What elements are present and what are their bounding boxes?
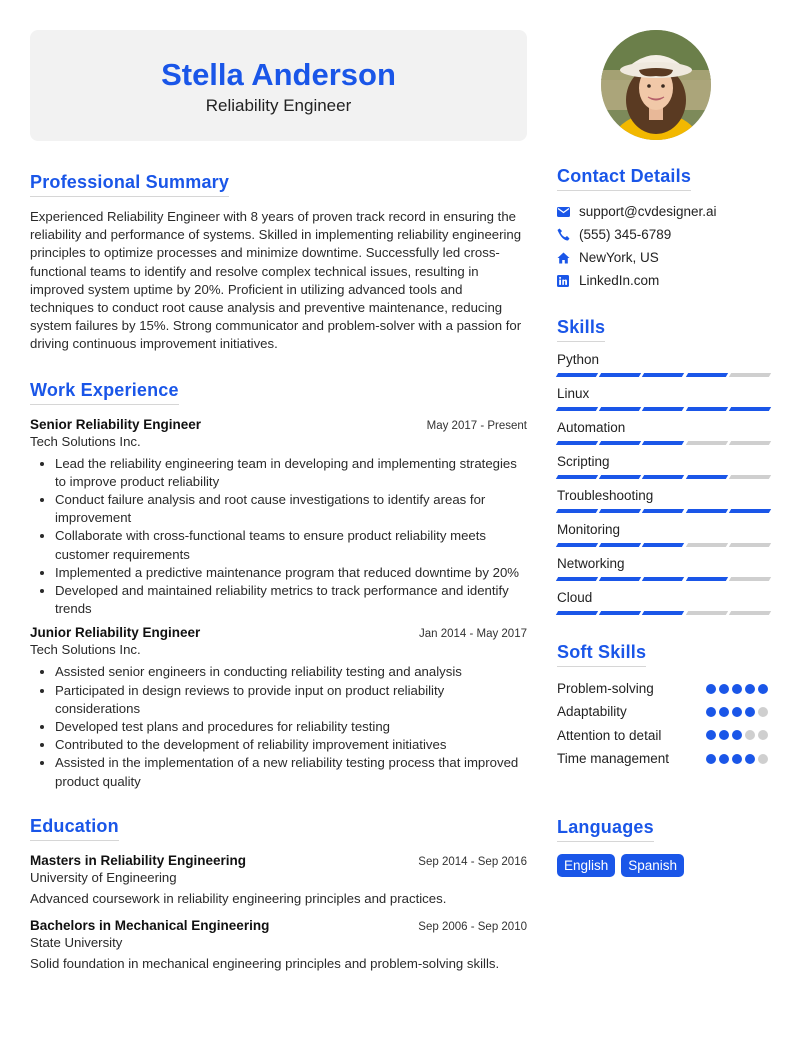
languages-section [557, 817, 770, 877]
skill-name: Cloud [557, 590, 593, 605]
rating-dot [745, 707, 755, 717]
degree-title: Bachelors in Mechanical Engineering [30, 917, 270, 933]
skill-level-segment [685, 373, 728, 377]
skill-level-bar [557, 441, 770, 445]
skill-level-segment [685, 611, 728, 615]
skill-level-segment [599, 373, 642, 377]
rating-dot [732, 684, 742, 694]
education-entry [30, 918, 527, 971]
phone-text: (555) 345-6789 [579, 227, 672, 242]
rating-dot [706, 684, 716, 694]
skill-level-segment [642, 543, 685, 547]
skill-level-segment [729, 509, 772, 513]
rating-dot [758, 730, 768, 740]
list-item: • Assisted in the implementation of a new reliability testing process that improved product quality [55, 754, 527, 790]
soft-skill-item [557, 724, 770, 747]
skill-level-segment [642, 373, 685, 377]
list-item: • Developed and maintained reliability metrics to track performance and identify trends [55, 582, 527, 618]
right-column [557, 166, 770, 877]
education-heading: Education [30, 816, 119, 841]
skill-level-bar [557, 611, 770, 615]
skill-level-segment [729, 611, 772, 615]
skill-level-segment [685, 407, 728, 411]
skill-level-segment [556, 441, 599, 445]
rating-dot [732, 730, 742, 740]
skill-level-segment [685, 509, 728, 513]
skill-level-segment [556, 373, 599, 377]
skill-level-segment [685, 577, 728, 581]
skill-level-segment [642, 577, 685, 581]
skill-item [557, 556, 770, 581]
job-entry [30, 417, 527, 619]
envelope-icon [557, 207, 579, 217]
skill-name: Automation [557, 420, 626, 435]
contact-location [557, 246, 770, 269]
job-dates: Jan 2014 - May 2017 [418, 628, 527, 641]
job-title: Senior Reliability Engineer [30, 416, 202, 432]
skill-level-segment [556, 577, 599, 581]
skill-name: Linux [557, 386, 590, 401]
list-item: • Collaborate with cross-functional teams to ensure product reliability meets customer requirements [55, 527, 527, 563]
rating-dot [719, 730, 729, 740]
rating-dot [719, 684, 729, 694]
rating-dot [706, 730, 716, 740]
candidate-title: Reliability Engineer [205, 96, 352, 115]
soft-skill-item [557, 700, 770, 723]
skill-level-segment [599, 475, 642, 479]
skill-level-bar [557, 543, 770, 547]
rating-dot [706, 754, 716, 764]
rating-dot [732, 754, 742, 764]
skill-level-segment [556, 509, 599, 513]
skill-level-segment [729, 577, 772, 581]
list-item: • Assisted senior engineers in conducting reliability testing and analysis [55, 663, 527, 681]
skill-level-segment [685, 441, 728, 445]
contact-email[interactable] [557, 200, 770, 223]
job-title: Junior Reliability Engineer [30, 625, 201, 641]
rating-dot [758, 707, 768, 717]
contact-section [557, 166, 770, 292]
soft-skill-item [557, 677, 770, 700]
soft-skill-rating [706, 684, 768, 694]
rating-dot [719, 754, 729, 764]
skill-level-segment [556, 475, 599, 479]
rating-dot [719, 707, 729, 717]
list-item: • Implemented a predictive maintenance program that reduced downtime by 20% [55, 564, 527, 582]
soft-skill-rating [706, 707, 768, 717]
skill-level-segment [729, 407, 772, 411]
summary-text: Experienced Reliability Engineer with 8 years of proven track record in ensuring the reliability and performance of systems. Skilled in implementing reliability engineering principles to optimize processes and minimize downtime. Successfully led cross-functional teams to identify and resolve complex technical issues, resulting in improved system uptime by 20%. Proficient in utilizing advanced tools and techniques to conduct root cause analysis and preventive maintenance, reducing system failures by 15%. Strong communicator and problem-solver with a passion for driving continuous improvement initiatives. [30, 209, 522, 352]
experience-section [30, 380, 527, 791]
skills-section [557, 317, 770, 615]
summary-section [30, 172, 527, 354]
candidate-name: Stella Anderson [161, 57, 396, 92]
skill-item [557, 454, 770, 479]
job-company: Tech Solutions Inc. [30, 642, 141, 658]
email-text: support@cvdesigner.ai [579, 204, 717, 219]
language-tag: Spanish [621, 854, 684, 877]
list-item: • Conduct failure analysis and root cause investigations to identify areas for improvement [55, 491, 527, 527]
list-item: • Contributed to the development of reliability improvement initiatives [55, 736, 527, 754]
education-entry [30, 853, 527, 906]
education-dates: Sep 2006 - Sep 2010 [418, 920, 527, 933]
rating-dot [732, 707, 742, 717]
linkedin-icon [557, 275, 579, 287]
experience-heading: Work Experience [30, 380, 179, 405]
skill-level-segment [642, 475, 685, 479]
skills-heading: Skills [557, 317, 605, 342]
skill-level-segment [642, 611, 685, 615]
skill-item [557, 590, 770, 615]
skill-level-segment [685, 475, 728, 479]
skill-level-segment [556, 407, 599, 411]
rating-dot [745, 684, 755, 694]
skill-name: Scripting [557, 454, 610, 469]
education-dates: Sep 2014 - Sep 2016 [418, 855, 527, 868]
skill-level-segment [729, 475, 772, 479]
school-name: State University [30, 934, 123, 950]
home-icon [557, 252, 579, 264]
soft-skill-rating [706, 754, 768, 764]
skill-level-segment [599, 577, 642, 581]
skill-level-segment [729, 373, 772, 377]
header-box [30, 30, 527, 141]
location-text: NewYork, US [579, 250, 659, 265]
skill-level-bar [557, 407, 770, 411]
skill-level-bar [557, 373, 770, 377]
job-entry [30, 625, 527, 790]
avatar-illustration [601, 30, 711, 140]
soft-skill-item [557, 747, 770, 770]
skill-name: Troubleshooting [557, 488, 654, 503]
skill-level-segment [556, 611, 599, 615]
language-tag: English [557, 854, 615, 877]
list-item: • Developed test plans and procedures for reliability testing [55, 718, 527, 736]
rating-dot [758, 684, 768, 694]
contact-heading: Contact Details [557, 166, 691, 191]
soft-skill-name: Adaptability [557, 704, 627, 720]
soft-skill-rating [706, 730, 768, 740]
skill-level-segment [642, 509, 685, 513]
skill-item [557, 420, 770, 445]
skill-name: Python [557, 352, 600, 367]
skill-item [557, 352, 770, 377]
left-column [30, 172, 527, 971]
job-company: Tech Solutions Inc. [30, 433, 141, 449]
skill-level-segment [642, 407, 685, 411]
contact-phone[interactable] [557, 223, 770, 246]
soft-skill-name: Attention to detail [557, 727, 662, 743]
list-item: • Lead the reliability engineering team in developing and implementing strategies to improve product reliability [55, 455, 527, 491]
rating-dot [745, 730, 755, 740]
skill-item [557, 386, 770, 411]
languages-heading: Languages [557, 817, 654, 842]
job-bullets [30, 455, 527, 619]
list-item: • Participated in design reviews to provide input on product reliability considerations [55, 682, 527, 718]
skill-name: Networking [557, 556, 625, 571]
job-dates: May 2017 - Present [426, 419, 527, 432]
skill-level-segment [556, 543, 599, 547]
skill-level-segment [599, 543, 642, 547]
summary-heading: Professional Summary [30, 172, 229, 197]
skill-level-segment [599, 509, 642, 513]
skill-level-segment [599, 611, 642, 615]
soft-skills-section [557, 642, 770, 770]
degree-title: Masters in Reliability Engineering [30, 852, 247, 868]
skill-level-bar [557, 577, 770, 581]
skill-level-segment [642, 441, 685, 445]
skill-level-bar [557, 509, 770, 513]
skill-level-segment [599, 407, 642, 411]
soft-skills-heading: Soft Skills [557, 642, 646, 667]
rating-dot [745, 754, 755, 764]
soft-skill-name: Problem-solving [557, 681, 654, 697]
education-section [30, 816, 527, 971]
skill-level-segment [685, 543, 728, 547]
rating-dot [706, 707, 716, 717]
skill-item [557, 522, 770, 547]
skill-level-segment [729, 543, 772, 547]
education-description: Solid foundation in mechanical engineering principles and problem-solving skills. [30, 955, 500, 971]
skill-item [557, 488, 770, 513]
skill-level-bar [557, 475, 770, 479]
linkedin-text: LinkedIn.com [579, 273, 660, 288]
school-name: University of Engineering [30, 869, 177, 885]
rating-dot [758, 754, 768, 764]
soft-skill-name: Time management [557, 751, 670, 767]
job-bullets [30, 663, 527, 790]
skill-name: Monitoring [557, 522, 621, 537]
skill-level-segment [729, 441, 772, 445]
phone-icon [557, 228, 579, 241]
skill-level-segment [599, 441, 642, 445]
education-description: Advanced coursework in reliability engineering principles and practices. [30, 890, 447, 906]
avatar [601, 30, 711, 140]
contact-linkedin[interactable] [557, 269, 770, 292]
